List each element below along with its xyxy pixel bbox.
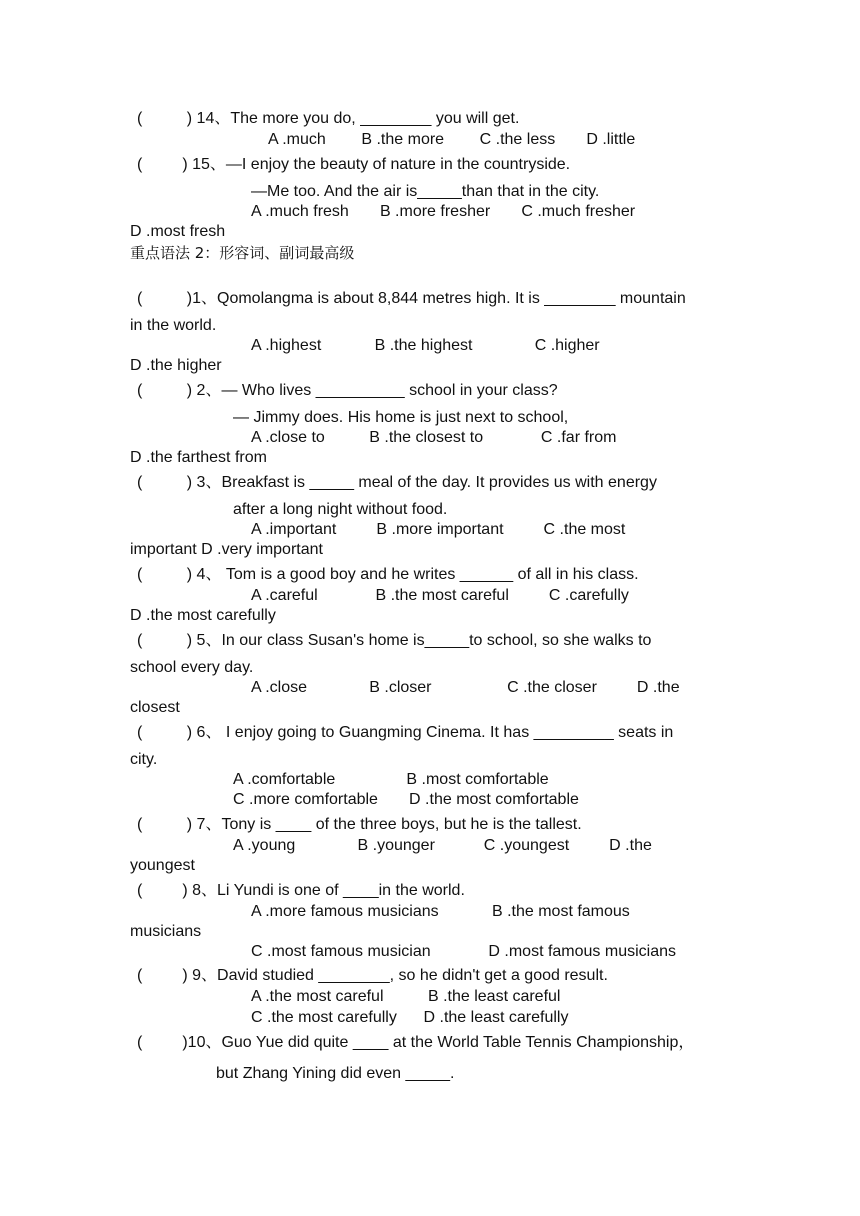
text-line: city.: [130, 751, 158, 768]
text-line: — Jimmy does. His home is just next to school,: [233, 409, 569, 426]
text-line: ( ) 5、In our class Susan's home is_____to school, so she walks to: [137, 632, 652, 649]
text-line: ( ) 8、Li Yundi is one of ____in the world.: [137, 882, 465, 899]
text-line: ( )10、Guo Yue did quite ____ at the World Table Tennis Championship，: [137, 1034, 695, 1051]
text-line: ( ) 6、 I enjoy going to Guangming Cinema. It has _________ seats in: [137, 724, 674, 741]
text-line: musicians: [130, 923, 202, 940]
text-line: A .close B .closer C .the closer D .the: [251, 679, 680, 696]
text-line: C .most famous musician D .most famous musicians: [251, 943, 677, 960]
text-line: A .more famous musicians B .the most famous: [251, 903, 630, 920]
text-line: in the world.: [130, 317, 217, 334]
text-line: A .much B .the more C .the less D .little: [268, 131, 636, 148]
text-line: ( ) 9、David studied ________, so he didn't get a good result.: [137, 967, 608, 984]
text-line: A .comfortable B .most comfortable: [233, 771, 549, 788]
text-line: ( ) 15、—I enjoy the beauty of nature in the countryside.: [137, 156, 571, 173]
text-line: ( ) 3、Breakfast is _____ meal of the day. It provides us with energy: [137, 474, 657, 491]
text-line: A .close to B .the closest to C .far from: [251, 429, 617, 446]
text-line: ( ) 2、— Who lives __________ school in your class?: [137, 382, 558, 399]
text-line: closest: [130, 699, 180, 716]
text-line: ( ) 4、 Tom is a good boy and he writes ______ of all in his class.: [137, 566, 639, 583]
text-line: A .careful B .the most careful C .carefully: [251, 587, 629, 604]
text-line: but Zhang Yining did even _____.: [216, 1065, 455, 1082]
text-line: D .the most carefully: [130, 607, 276, 624]
text-line: ( ) 7、Tony is ____ of the three boys, but he is the tallest.: [137, 816, 582, 833]
text-line: important D .very important: [130, 541, 323, 558]
text-line: C .more comfortable D .the most comfortable: [233, 791, 579, 808]
text-line: A .young B .younger C .youngest D .the: [233, 837, 652, 854]
text-line: after a long night without food.: [233, 501, 448, 518]
text-line: ( ) 14、The more you do, ________ you will get.: [137, 110, 520, 127]
text-line: C .the most carefully D .the least carefully: [251, 1009, 569, 1026]
text-line: A .the most careful B .the least careful: [251, 988, 561, 1005]
text-line: school every day.: [130, 659, 254, 676]
text-line: —Me too. And the air is_____than that in the city.: [251, 183, 600, 200]
text-line: A .important B .more important C .the most: [251, 521, 626, 538]
text-line: D .the higher: [130, 357, 222, 374]
section-heading: 重点语法 2：形容词、副词最高级: [130, 244, 355, 262]
text-line: D .most fresh: [130, 223, 226, 240]
text-line: D .the farthest from: [130, 449, 267, 466]
text-line: youngest: [130, 857, 195, 874]
text-line: ( )1、Qomolangma is about 8,844 metres high. It is ________ mountain: [137, 290, 686, 307]
text-line: A .much fresh B .more fresher C .much fresher: [251, 203, 636, 220]
text-line: A .highest B .the highest C .higher: [251, 337, 600, 354]
